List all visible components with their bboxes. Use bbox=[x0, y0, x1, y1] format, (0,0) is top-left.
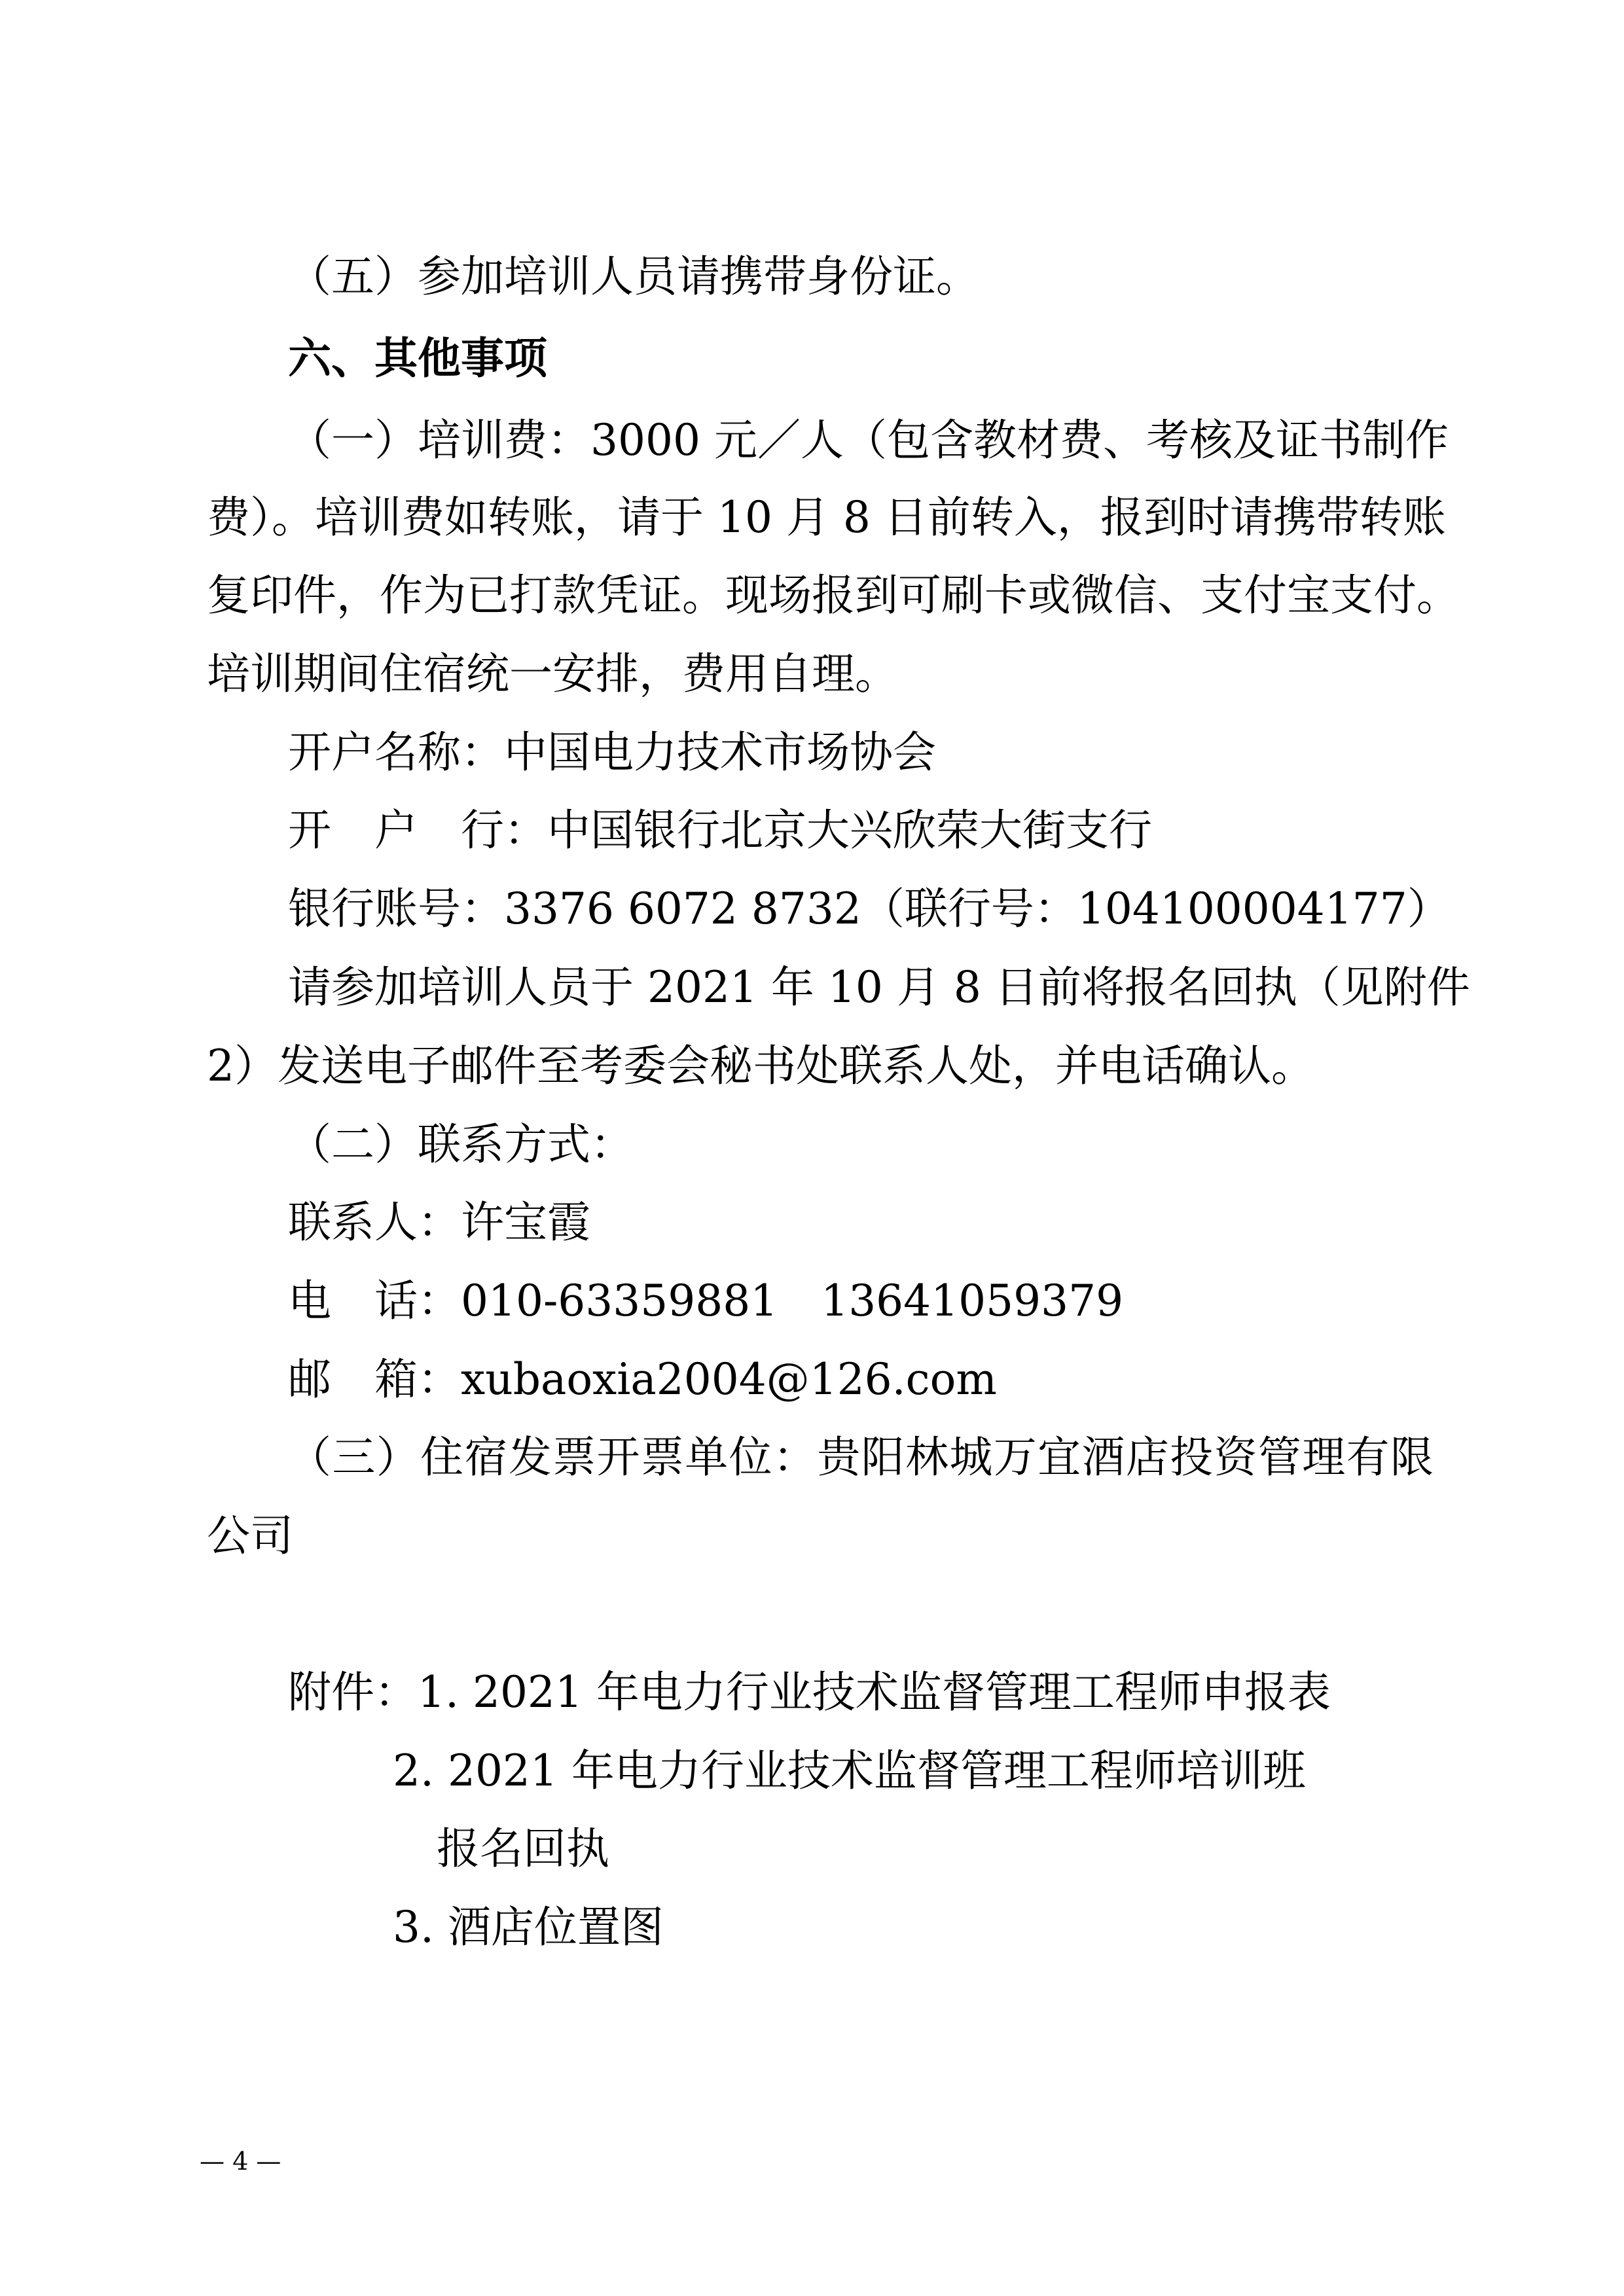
fee-line-1: （一）培训费：3000 元／人（包含教材费、考核及证书制作 bbox=[288, 415, 1449, 465]
fee-line-2: 费）。培训费如转账，请于 10 月 8 日前转入，报到时请携带转账 bbox=[207, 492, 1446, 543]
attachment-item-2-line-2: 报名回执 bbox=[437, 1823, 609, 1874]
attachment-item-1: 附件：1. 2021 年电力行业技术监督管理工程师申报表 bbox=[288, 1667, 1331, 1717]
invoice-line-2: 公司 bbox=[207, 1511, 293, 1561]
attachment-item-3: 3. 酒店位置图 bbox=[393, 1902, 664, 1952]
invoice-line-1: （三）住宿发票开票单位：贵阳林城万宜酒店投资管理有限 bbox=[288, 1432, 1434, 1482]
registration-line-2: 2）发送电子邮件至考委会秘书处联系人处，并电话确认。 bbox=[207, 1041, 1314, 1091]
registration-line-1: 请参加培训人员于 2021 年 10 月 8 日前将报名回执（见附件 bbox=[288, 962, 1470, 1013]
item5-id-card: （五）参加培训人员请携带身份证。 bbox=[288, 251, 979, 302]
bank-account-name: 开户名称：中国电力技术市场协会 bbox=[288, 727, 936, 778]
contact-email: 邮 箱：xubaoxia2004@126.com bbox=[288, 1354, 997, 1405]
bank-name: 开 户 行：中国银行北京大兴欣荣大街支行 bbox=[288, 805, 1152, 855]
fee-line-4: 培训期间住宿统一安排，费用自理。 bbox=[207, 649, 898, 699]
fee-line-3: 复印件，作为已打款凭证。现场报到可刷卡或微信、支付宝支付。 bbox=[207, 570, 1460, 620]
bank-account-number: 银行账号：3376 6072 8732（联行号：104100004177） bbox=[288, 884, 1451, 934]
attachment-item-2-line-1: 2. 2021 年电力行业技术监督管理工程师培训班 bbox=[393, 1746, 1306, 1796]
section6-heading: 六、其他事项 bbox=[288, 333, 547, 384]
contact-heading: （二）联系方式： bbox=[288, 1119, 634, 1170]
contact-phone: 电 话：010-63359881 13641059379 bbox=[288, 1276, 1124, 1326]
contact-person: 联系人：许宝霞 bbox=[288, 1197, 590, 1247]
page-number: — 4 — bbox=[200, 2147, 281, 2176]
